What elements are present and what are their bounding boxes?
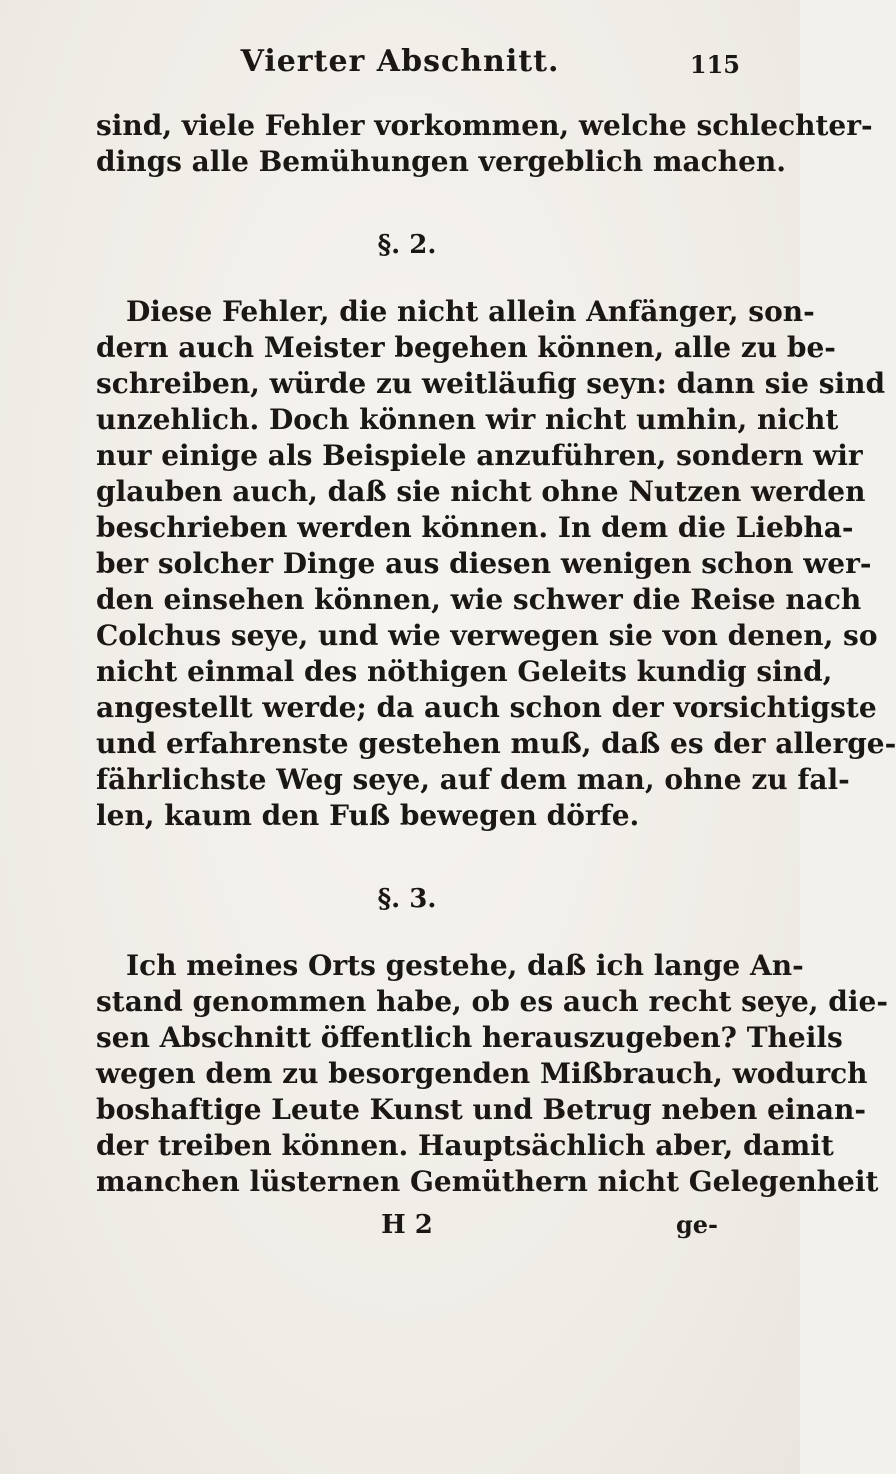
paragraph-1 bbox=[96, 108, 873, 180]
text-line: und erfahrenste gestehen muß, daß es der allerge- bbox=[96, 727, 896, 760]
text-line: dings alle Bemühungen vergeblich machen. bbox=[96, 145, 787, 178]
paragraph-2 bbox=[96, 294, 896, 834]
text-line: nicht einmal des nöthigen Geleits kundig sind, bbox=[96, 655, 833, 688]
text-line: wegen dem zu besorgenden Mißbrauch, wodurch bbox=[96, 1057, 868, 1090]
text-line: der treiben können. Hauptsächlich aber, damit bbox=[96, 1129, 834, 1162]
paragraph-3 bbox=[96, 948, 888, 1200]
section-heading-3: §. 3. bbox=[377, 884, 437, 914]
page-footer bbox=[96, 1210, 718, 1246]
text-line: sind, viele Fehler vorkommen, welche schlechter- bbox=[96, 109, 873, 142]
text-line: ber solcher Dinge aus diesen wenigen schon wer- bbox=[96, 547, 872, 580]
text-line: sen Abschnitt öffentlich herauszugeben? Theils bbox=[96, 1021, 843, 1054]
text-line: Diese Fehler, die nicht allein Anfänger, son- bbox=[126, 295, 815, 328]
text-line: angestellt werde; da auch schon der vorsichtigste bbox=[96, 691, 877, 724]
text-line: stand genommen habe, ob es auch recht seye, die- bbox=[96, 985, 888, 1018]
text-line: Colchus seye, und wie verwegen sie von denen, so bbox=[96, 619, 878, 652]
text-line: fährlichste Weg seye, auf dem man, ohne zu fal- bbox=[96, 763, 850, 796]
section-heading-2: §. 2. bbox=[377, 230, 437, 260]
text-line: unzehlich. Doch können wir nicht umhin, nicht bbox=[96, 403, 839, 436]
text-line: glauben auch, daß sie nicht ohne Nutzen werden bbox=[96, 475, 866, 508]
text-line: dern auch Meister begehen können, alle zu be- bbox=[96, 331, 836, 364]
text-line: schreiben, würde zu weitläufig seyn: dann sie sind bbox=[96, 367, 886, 400]
text-line: len, kaum den Fuß bewegen dörfe. bbox=[96, 799, 640, 832]
page-number: 115 bbox=[689, 50, 740, 79]
text-line: boshaftige Leute Kunst und Betrug neben einan- bbox=[96, 1093, 866, 1126]
text-line: Ich meines Orts gestehe, daß ich lange An- bbox=[126, 949, 804, 982]
body-text bbox=[96, 108, 896, 1200]
text-line: nur einige als Beispiele anzuführen, sondern wir bbox=[96, 439, 863, 472]
text-line: manchen lüsternen Gemüthern nicht Gelegenheit bbox=[96, 1165, 879, 1198]
chapter-title: Vierter Abschnitt. bbox=[240, 44, 560, 79]
catchword: ge- bbox=[675, 1210, 718, 1239]
running-header bbox=[0, 44, 800, 84]
text-line: den einsehen können, wie schwer die Reise nach bbox=[96, 583, 862, 616]
signature-mark: H 2 bbox=[381, 1210, 433, 1240]
text-line: beschrieben werden können. In dem die Liebha- bbox=[96, 511, 854, 544]
